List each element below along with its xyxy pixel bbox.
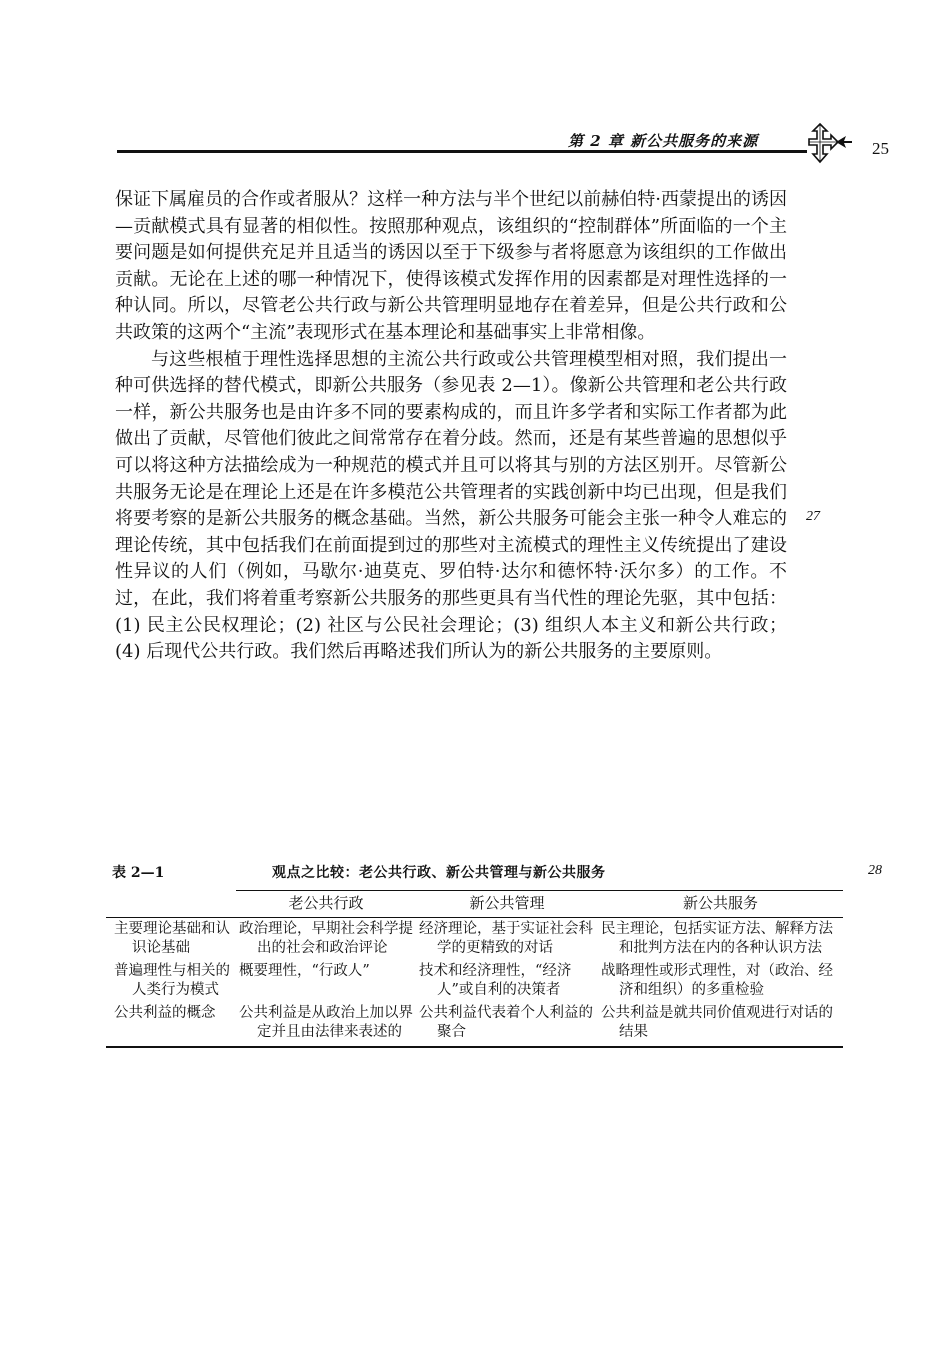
header-rule [117, 150, 807, 153]
table-number: 表 2—1 [112, 865, 165, 881]
table-cell: 政治理论，早期社会科学提出的社会和政治评论 [239, 921, 413, 956]
table-cell: 概要理性，“行政人” [239, 963, 370, 979]
paragraph: 与这些根植于理性选择思想的主流公共行政或公共管理模型相对照，我们提出一种可供选择的替代模式，即新公共服务（参见表 2—1）。像新公共管理和老公共行政一样，新公共服务也是由许多不同的要素构成的，而且许多学者和实际工作者都为此做出了贡献，尽管他们彼此之间常常存在着分歧。然而，还是有某些普遍的思想似乎可以将这种方法描绘成为一种规范的模式并且可以将其与别的方法区别开。尽管新公共服务无论是在理论上还是在许多模范公共管理者的实践创新中均已出现，但是我们将要考察的是新公共服务的概念基础。当然，新公共服务可能会主张一种令人难忘的理论传统，其中包括我们在前面提到过的那些对主流模式的理性主义传统提出了建设性异议的人们（例如，马歇尔·迪莫克、罗伯特·达尔和德怀特·沃尔多）的工作。不过，在此，我们将着重考察新公共服务的那些更具有当代性的理论先驱，其中包括：(1) 民主公民权理论；(2) 社区与公民社会理论；(3) 组织人本主义和新公共行政；(4) 后现代公共行政。我们然后再略述我们所认为的新公共服务的主要原则。 [115, 348, 787, 663]
table-header-row [106, 891, 843, 918]
margin-page-number: 27 [806, 509, 820, 524]
table-cell: 技术和经济理性，“经济人”或自利的决策者 [419, 963, 572, 998]
page-number: 25 [872, 139, 889, 158]
compass-arrow-icon [806, 122, 854, 166]
row-label: 主要理论基础和认识论基础 [114, 921, 230, 956]
table-row [106, 1002, 843, 1047]
table-cell: 公共利益是从政治上加以界定并且由法律来表述的 [239, 1005, 413, 1040]
table-cell: 公共利益代表着个人利益的聚合 [419, 1005, 593, 1040]
table-caption [112, 862, 792, 884]
column-header: 新公共服务 [598, 891, 843, 918]
table-cell: 公共利益是就共同价值观进行对话的结果 [601, 1005, 833, 1040]
table-row [106, 960, 843, 1002]
table-cell: 经济理论，基于实证社会科学的更精致的对话 [419, 921, 593, 956]
comparison-table [106, 890, 843, 1048]
table-cell: 战略理性或形式理性，对（政治、经济和组织）的多重检验 [601, 963, 833, 998]
table-cell: 民主理论，包括实证方法、解释方法和批判方法在内的各种认识方法 [601, 921, 833, 956]
table-title: 观点之比较：老公共行政、新公共管理与新公共服务 [272, 865, 606, 881]
running-head [0, 118, 951, 162]
column-header: 老公共行政 [236, 891, 416, 918]
column-header [106, 891, 236, 918]
margin-page-number: 28 [868, 863, 882, 878]
row-label: 普遍理性与相关的人类行为模式 [114, 963, 230, 998]
column-header: 新公共管理 [416, 891, 598, 918]
paragraph: 保证下属雇员的合作或者服从？这样一种方法与半个世纪以前赫伯特·西蒙提出的诱因—贡献模式具有显著的相似性。按照那种观点，该组织的“控制群体”所面临的一个主要问题是如何提供充足并且适当的诱因以至于下级参与者将愿意为该组织的工作做出贡献。无论在上述的哪一种情况下，使得该模式发挥作用的因素都是对理性选择的一种认同。所以，尽管老公共行政与新公共管理明显地存在着差异，但是公共行政和公共政策的这两个“主流”表现形式在基本理论和基础事实上非常相像。 [115, 189, 787, 343]
row-label: 公共利益的概念 [114, 1005, 216, 1021]
table-row [106, 918, 843, 961]
body-text [115, 187, 787, 666]
chapter-title: 第 2 章 新公共服务的来源 [568, 132, 759, 150]
